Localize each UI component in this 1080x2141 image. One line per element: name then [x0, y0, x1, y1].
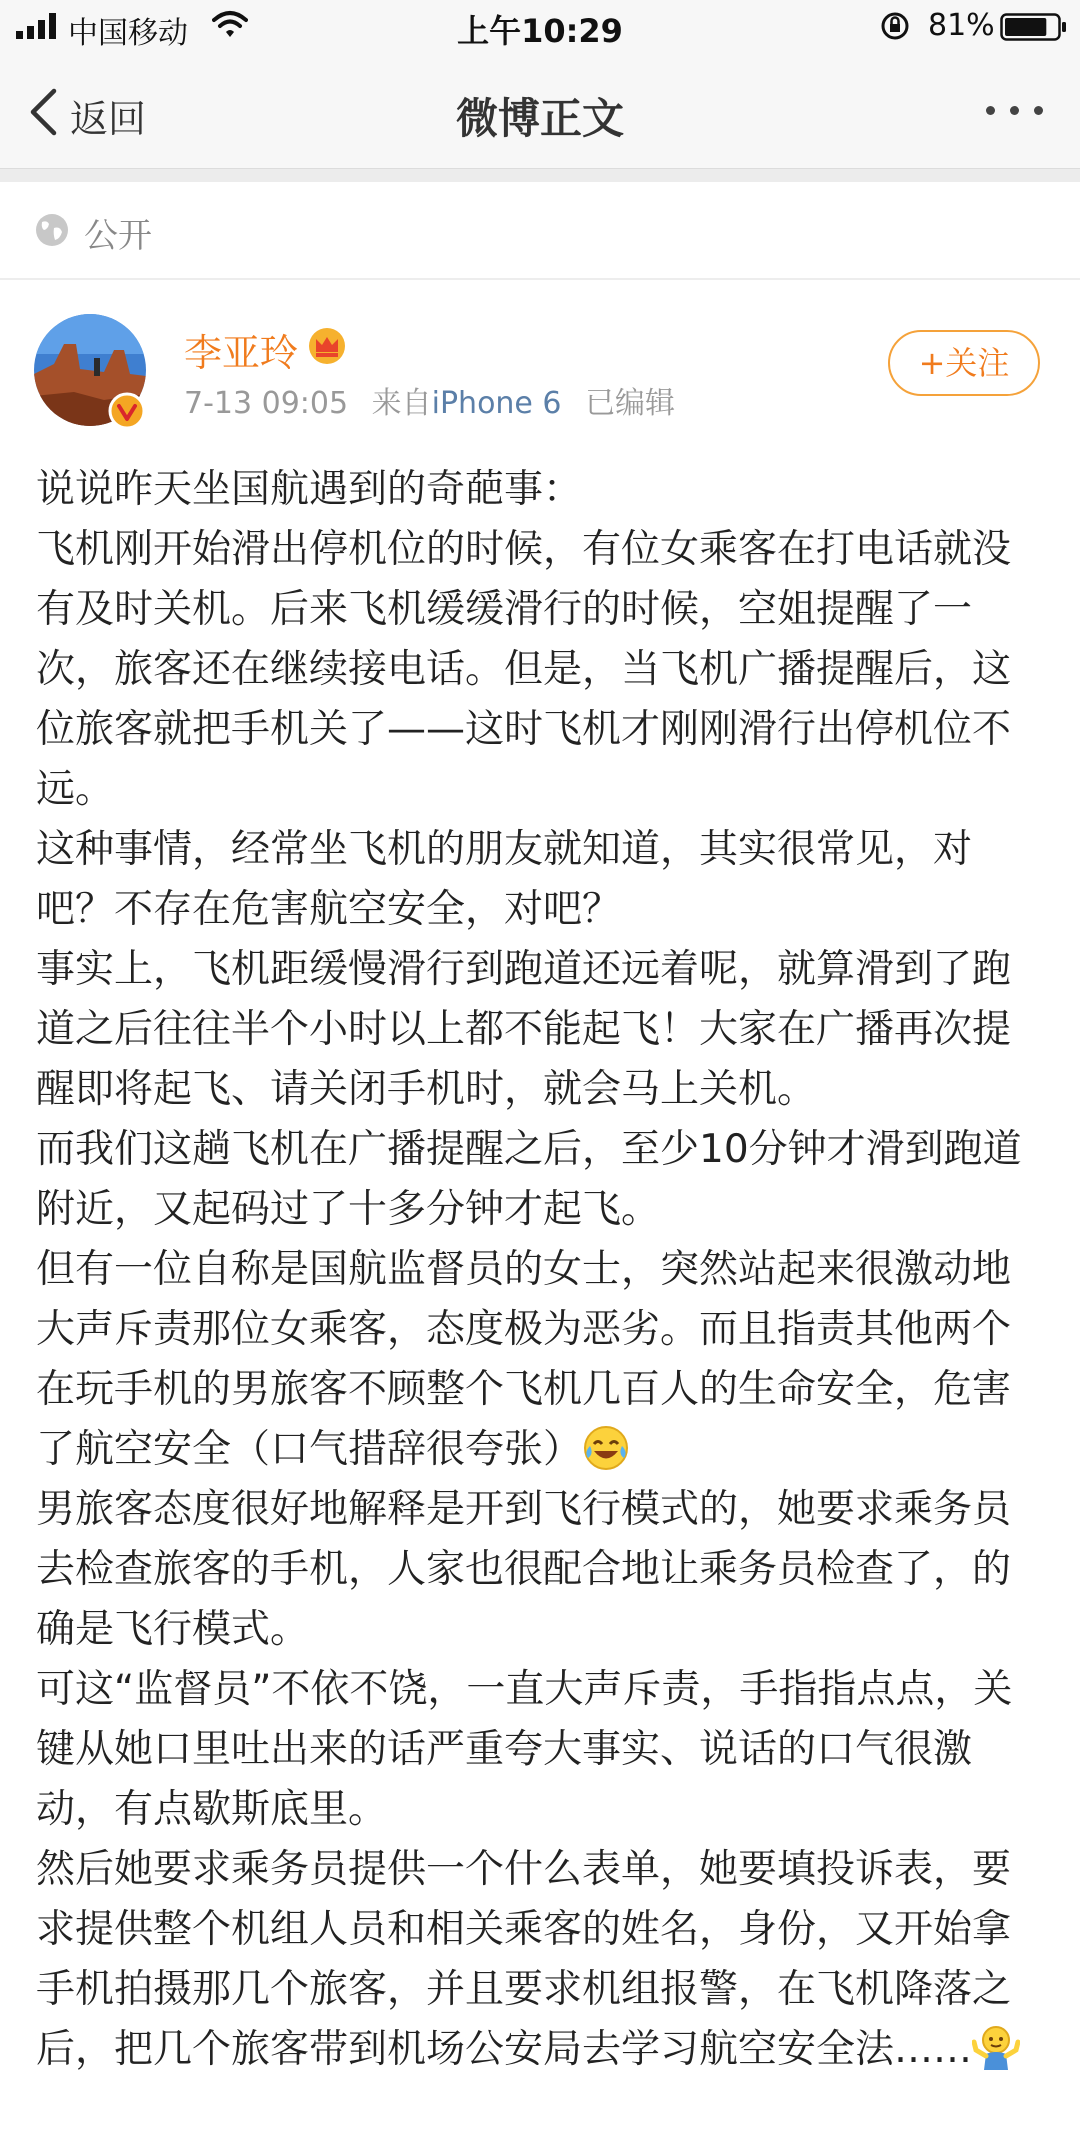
divider — [0, 278, 1080, 280]
post-body — [36, 460, 1048, 2080]
carrier-name: 中国移动 — [68, 16, 188, 51]
section-separator — [0, 168, 1080, 183]
post-paragraph — [36, 1240, 1048, 1480]
more-options-button[interactable] — [980, 96, 1050, 126]
visibility-row — [0, 182, 1080, 278]
crown-icon — [306, 326, 348, 366]
more-dot-icon — [1034, 106, 1043, 115]
orientation-lock-icon — [880, 11, 910, 41]
author-name[interactable]: 李亚玲 — [184, 331, 299, 375]
post-meta — [184, 378, 675, 422]
post-paragraph — [36, 1840, 1048, 2080]
post-paragraph: 事实上，飞机距缓慢滑行到跑道还远着呢，就算滑到了跑道之后往往半个小时以上都不能起飞！大家在广播再次提醒即将起飞、请关闭手机时，就会马上关机。 — [36, 947, 1012, 1112]
status-bar — [0, 0, 1080, 56]
post-paragraph: 这种事情，经常坐飞机的朋友就知道，其实很常见，对吧？不存在危害航空安全，对吧？ — [36, 827, 973, 932]
edited-label: 已编辑 — [585, 386, 676, 421]
globe-icon — [34, 212, 70, 248]
more-dot-icon — [986, 106, 995, 115]
clock-time: 上午10:29 — [457, 12, 623, 50]
more-dot-icon — [1010, 106, 1019, 115]
post-paragraph: 说说昨天坐国航遇到的奇葩事： — [36, 467, 583, 512]
page-title: 微博正文 — [455, 94, 624, 143]
post-paragraph: 可这“监督员”不依不饶，一直大声斥责，手指指点点，关键从她口里吐出来的话严重夸大事实、说话的口气很激动，有点歇斯底里。 — [36, 1667, 1013, 1832]
post-source-prefix: 来自 — [371, 386, 432, 421]
post-source-device[interactable]: iPhone 6 — [431, 386, 562, 421]
back-label: 返回 — [70, 97, 147, 141]
post-date: 7-13 09:05 — [184, 386, 349, 421]
post-paragraph: 而我们这趟飞机在广播提醒之后，至少10分钟才滑到跑道附近，又起码过了十多分钟才起飞。 — [36, 1127, 1022, 1232]
navigation-bar — [0, 56, 1080, 168]
post-paragraph: 男旅客态度很好地解释是开到飞行模式的，她要求乘务员去检查旅客的手机，人家也很配合地让乘务员检查了，的确是飞行模式。 — [36, 1487, 1012, 1652]
verified-badge-icon — [108, 392, 146, 430]
battery-percent: 81% — [928, 8, 995, 43]
battery-icon — [1000, 13, 1068, 41]
shrug-emoji — [972, 2024, 1020, 2072]
post-paragraph: 飞机刚开始滑出停机位的时候，有位女乘客在打电话就没有及时关机。后来飞机缓缓滑行的时候，空姐提醒了一次，旅客还在继续接电话。但是，当飞机广播提醒后，这位旅客就把手机关了——这时飞机才刚刚滑行出停机位不远。 — [36, 527, 1012, 812]
visibility-label: 公开 — [84, 216, 152, 256]
post-paragraph-text: 但有一位自称是国航监督员的女士，突然站起来很激动地大声斥责那位女乘客，态度极为恶劣。而且指责其他两个在玩手机的男旅客不顾整个飞机几百人的生命安全，危害了航空安全（口气措辞很夸张） — [36, 1247, 1012, 1472]
follow-button[interactable]: +关注 — [888, 330, 1040, 396]
post-paragraph-text: 然后她要求乘务员提供一个什么表单，她要填投诉表，要求提供整个机组人员和相关乘客的姓名，身份，又开始拿手机拍摄那几个旅客，并且要求机组报警，在飞机降落之后，把几个旅客带到机场公安局去学习航空安全法…… — [36, 1847, 1012, 2072]
laugh-cry-emoji — [582, 1424, 630, 1472]
